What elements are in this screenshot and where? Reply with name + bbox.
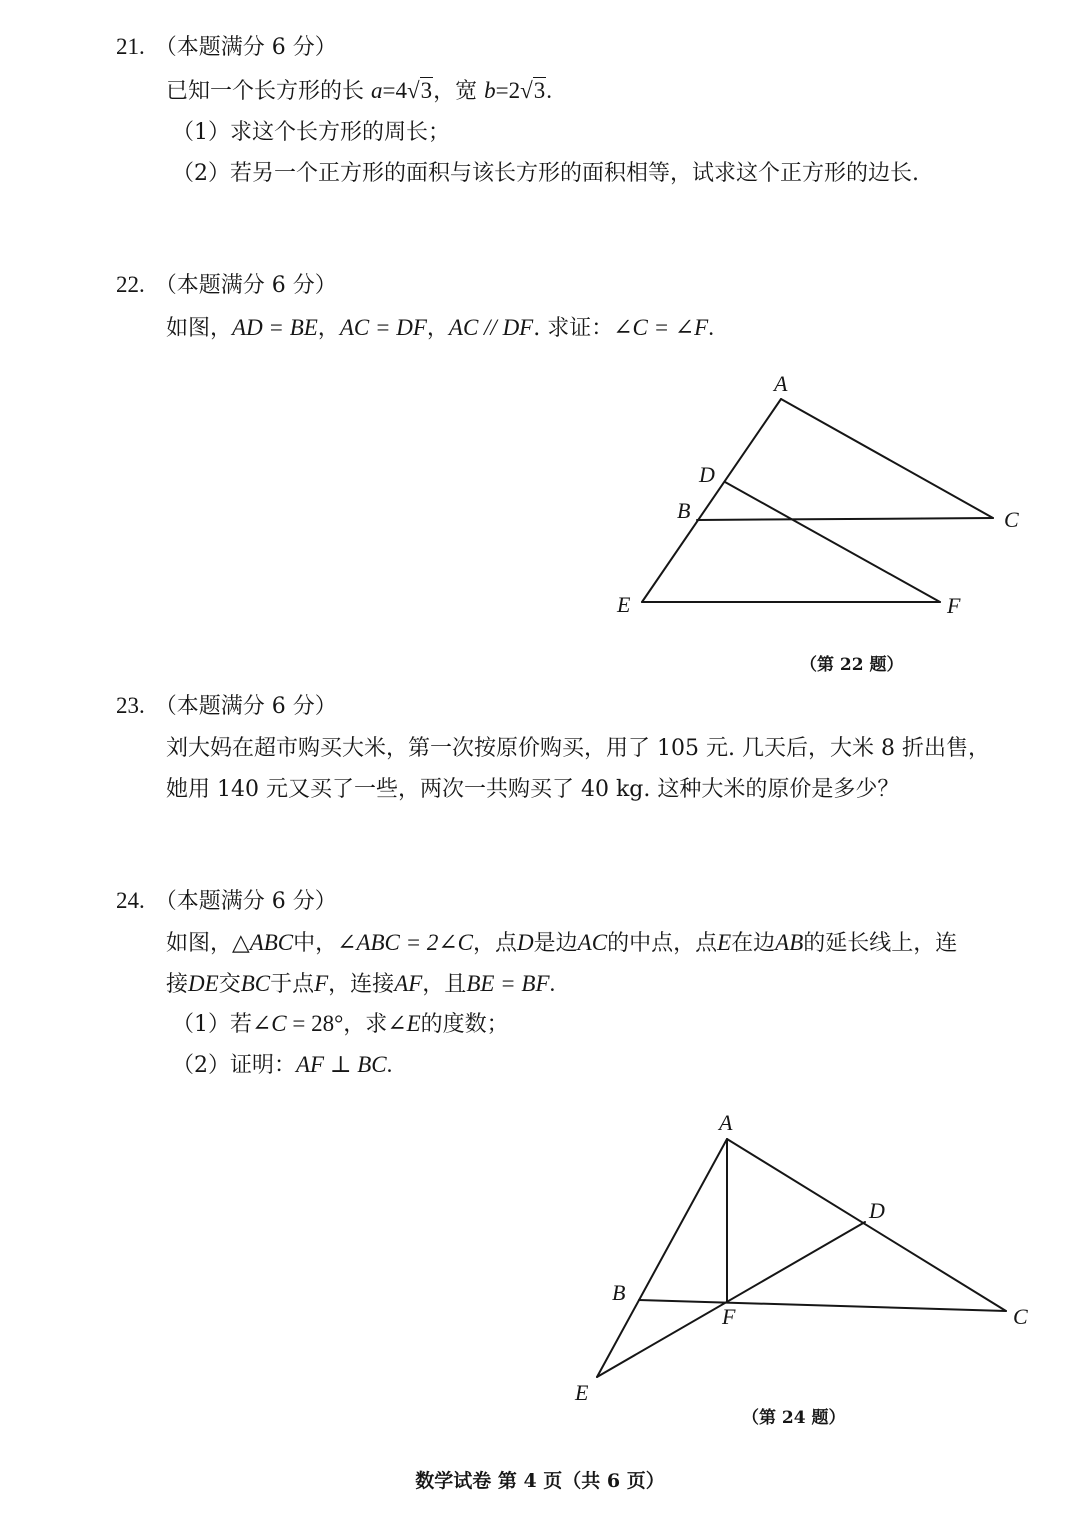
q21-number: 21. [116,34,145,59]
q24-part2: （2）证明：AF ⊥ BC. [172,1052,393,1078]
q22-segment-df [725,482,940,602]
q23-number: 23. [116,693,145,718]
q22-figure-caption: （第 22 题） [800,655,904,675]
q22-points: （本题满分 6 分） [154,273,337,298]
q22-label-a: A [774,371,788,396]
q24-number: 24. [116,888,145,913]
q22-number: 22. [116,272,145,297]
q22-segment-bc [697,518,993,520]
q24-heading [116,884,337,915]
q24-figure-caption: （第 24 题） [742,1408,846,1428]
q24-points: （本题满分 6 分） [154,889,337,914]
q21-part2: （2）若另一个正方形的面积与该长方形的面积相等，试求这个正方形的边长. [172,161,919,186]
q22-label-d: D [699,462,715,487]
q24-segment-bc [639,1300,1006,1311]
q22-segment-ac [781,399,993,518]
q23-line1: 刘大妈在超市购买大米，第一次按原价购买，用了 105 元. 几天后，大米 8 折出售， [166,736,990,761]
q24-label-a: A [719,1110,733,1135]
q21-a-value: 4√3 [395,78,433,103]
q24-label-f: F [722,1304,736,1329]
q22-label-e: E [617,592,631,617]
q21-points: （本题满分 6 分） [154,35,337,60]
q21-part1: （1）求这个长方形的周长； [172,120,450,145]
q24-label-c: C [1013,1304,1028,1329]
q24-label-b: B [612,1280,626,1305]
q22-label-f: F [947,593,961,618]
q22-label-b: B [677,498,691,523]
q24-segment-ed [597,1222,865,1377]
q23-points: （本题满分 6 分） [154,694,337,719]
page-footer: 数学试卷 第 4 页（共 6 页） [415,1470,665,1492]
q24-stem-line1: 如图，△ABC中，∠ABC = 2∠C，点D是边AC的中点，点E在边AB的延长线上，连 [166,930,958,956]
q22-stem: 如图，AD = BE，AC = DF，AC // DF. 求证：∠C = ∠F. [166,315,714,341]
q24-label-d: D [869,1198,885,1223]
q21-b-value: 2√3 [508,78,546,103]
q22-label-c: C [1004,507,1019,532]
q24-segment-ae [597,1139,727,1377]
q21-stem: 已知一个长方形的长 a=4√3，宽 b=2√3. [166,78,552,104]
q24-stem-line2: 接DE交BC于点F，连接AF，且BE = BF. [166,971,556,997]
q24-label-e: E [575,1380,589,1405]
q24-part1: （1）若∠C = 28°，求∠E的度数； [172,1011,509,1037]
q23-line2: 她用 140 元又买了一些，两次一共购买了 40 kg. 这种大米的原价是多少？ [166,777,900,802]
q24-segment-ac [727,1139,1006,1311]
q23-heading [116,689,337,720]
